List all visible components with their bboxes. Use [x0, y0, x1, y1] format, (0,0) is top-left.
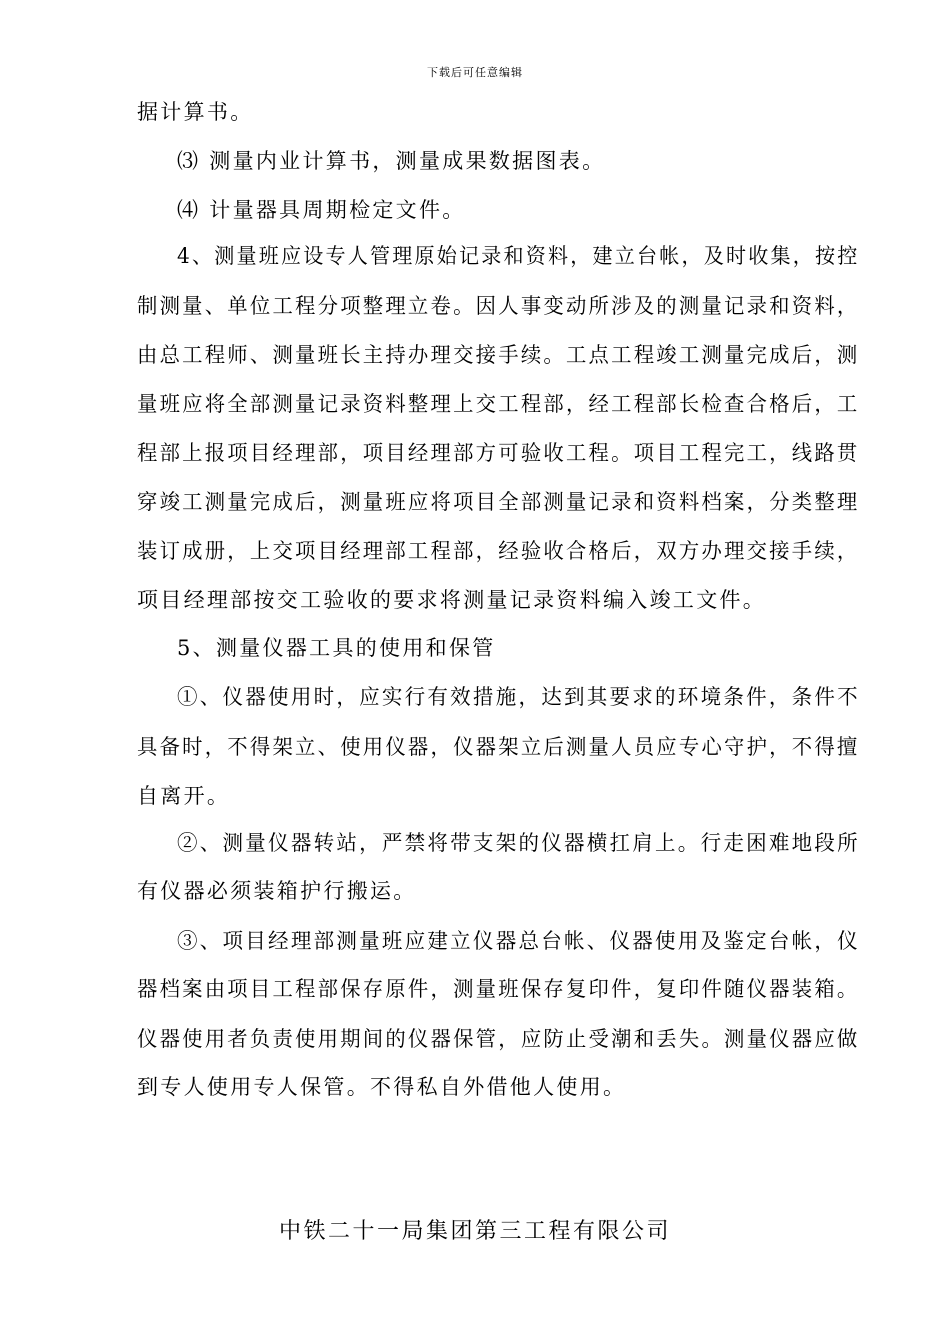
text-line: 有仪器必须装箱护行搬运。: [137, 879, 417, 903]
text-line: 器档案由项目工程部保存原件，测量班保存复印件，复印件随仪器装箱。: [137, 977, 860, 1001]
text-line: 自离开。: [137, 784, 231, 808]
text-line: 穿竣工测量完成后，测量班应将项目全部测量记录和资料档案，分类整理: [137, 490, 860, 514]
footer-company-name: 中铁二十一局集团第三工程有限公司: [278, 1219, 671, 1244]
text-line: 仪器使用者负责使用期间的仪器保管，应防止受潮和丢失。测量仪器应做: [137, 1027, 860, 1051]
text-line: 项目经理部按交工验收的要求将测量记录资料编入竣工文件。: [137, 588, 767, 612]
text-line: ②、测量仪器转站，严禁将带支架的仪器横扛肩上。行走困难地段所: [177, 831, 860, 855]
text-line: 5、测量仪器工具的使用和保管: [177, 636, 496, 660]
text-line: ①、仪器使用时，应实行有效措施，达到其要求的环境条件，条件不: [177, 685, 860, 709]
text-line: ⑷ 计量器具周期检定文件。: [177, 198, 466, 222]
header-note: 下载后可任意编辑: [427, 66, 523, 79]
text-line: 装订成册，上交项目经理部工程部，经验收合格后，双方办理交接手续，: [137, 539, 860, 563]
text-line: 量班应将全部测量记录资料整理上交工程部，经工程部长检查合格后，工: [137, 392, 860, 416]
text-line: 据计算书。: [137, 100, 254, 124]
text-line: 4、测量班应设专人管理原始记录和资料，建立台帐，及时收集，按控: [177, 244, 860, 268]
text-line: 制测量、单位工程分项整理立卷。因人事变动所涉及的测量记录和资料，: [137, 294, 860, 318]
text-line: 具备时，不得架立、使用仪器，仪器架立后测量人员应专心守护，不得擅: [137, 735, 860, 759]
text-line: ⑶ 测量内业计算书，测量成果数据图表。: [177, 149, 606, 173]
text-line: 到专人使用专人保管。不得私自外借他人使用。: [137, 1075, 627, 1099]
text-line: 由总工程师、测量班长主持办理交接手续。工点工程竣工测量完成后，测: [137, 343, 860, 367]
text-line: ③、项目经理部测量班应建立仪器总台帐、仪器使用及鉴定台帐，仪: [177, 929, 860, 953]
text-line: 程部上报项目经理部，项目经理部方可验收工程。项目工程完工，线路贯: [137, 441, 860, 465]
